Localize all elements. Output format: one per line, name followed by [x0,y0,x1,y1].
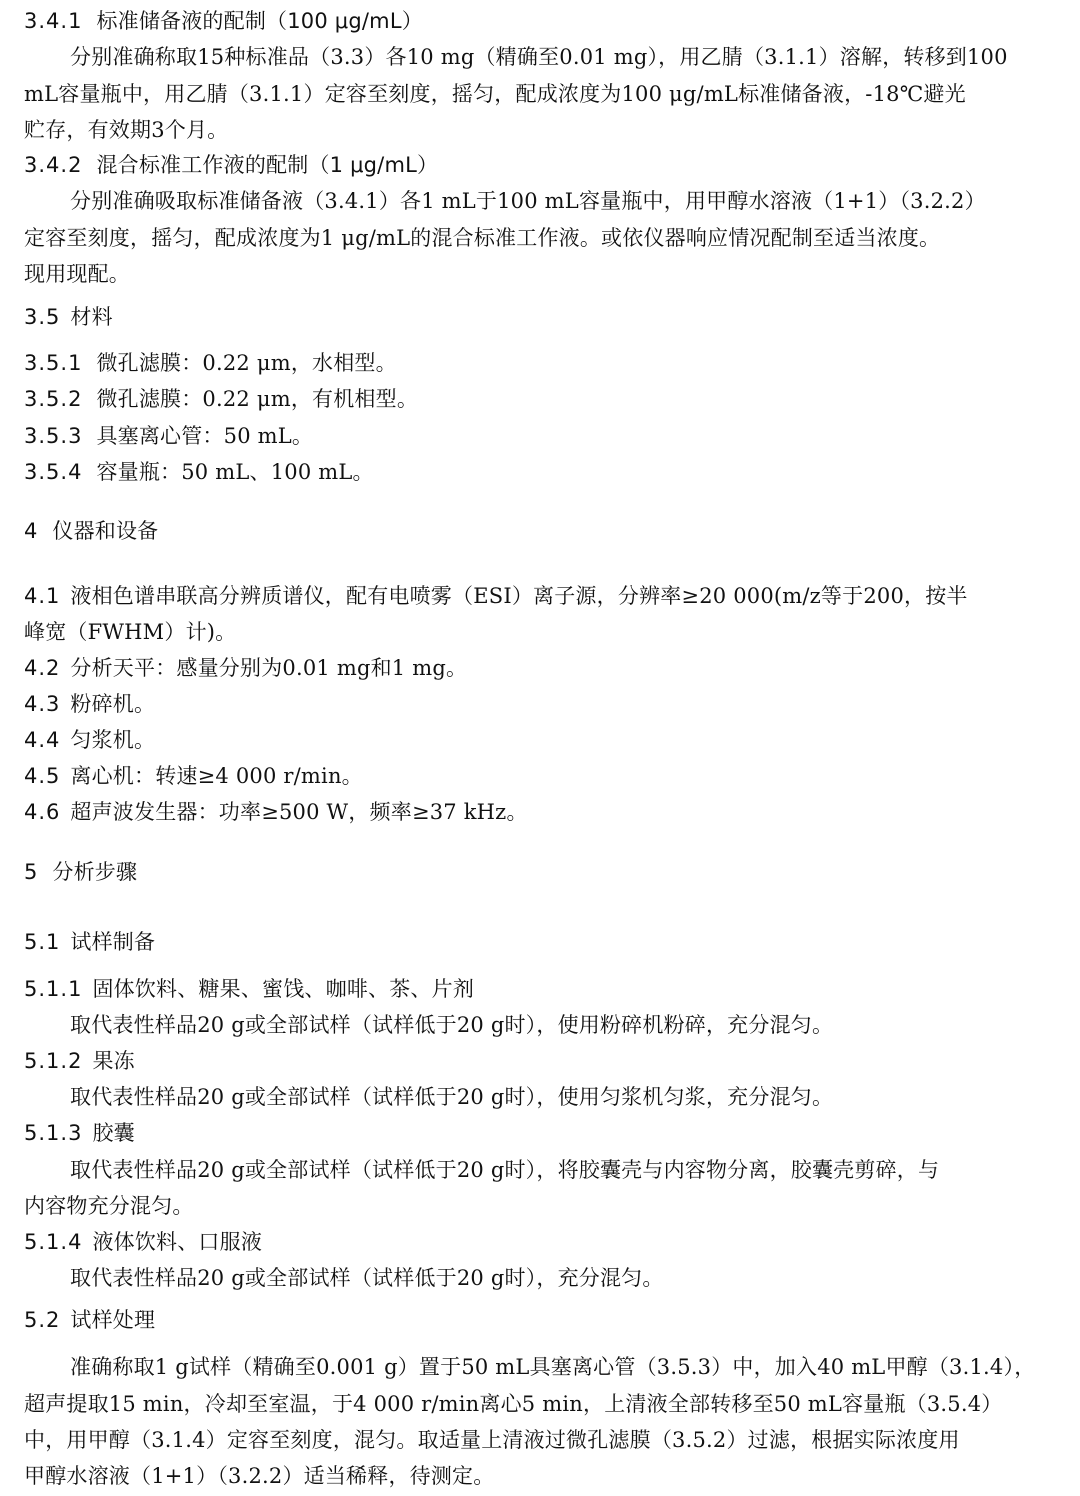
paragraph-line: mL容量瓶中，用乙腈（3.1.1）定容至刻度，摇匀，配成浓度为100 μg/mL标准储备液，-18℃避光 [24,82,966,106]
heading-5-1-1 [24,974,474,1004]
paragraph-line: 甲醇水溶液（1+1）（3.2.2）适当稀释，待测定。 [24,1464,495,1488]
section-number: 5.1.2 [24,1049,83,1073]
paragraph-line: 定容至刻度，摇匀，配成浓度为1 μg/mL的混合标准工作液。或依仪器响应情况配制至适当浓度。 [24,226,941,250]
section-number: 5 [24,860,39,884]
item-text: 分析天平：感量分别为0.01 mg和1 mg。 [70,656,468,680]
section-number: 5.1.4 [24,1230,83,1254]
section-title: 分析步骤 [52,860,138,884]
heading-4 [24,516,158,546]
heading-3-4-2 [24,150,438,180]
section-title: 混合标准工作液的配制 [96,153,309,177]
section-number: 5.1.1 [24,977,83,1001]
section-number: 3.4.2 [24,153,83,177]
paragraph-line: 取代表性样品20 g或全部试样（试样低于20 g时），将胶囊壳与内容物分离，胶囊壳剪碎，与 [70,1158,940,1182]
heading-5-1-2 [24,1046,135,1076]
section-number: 5.1.3 [24,1121,83,1145]
section-title: 果冻 [92,1049,135,1073]
heading-5-2 [24,1305,155,1335]
section-title: 胶囊 [92,1121,135,1145]
section-title: 固体饮料、糖果、蜜饯、咖啡、茶、片剂 [92,977,475,1001]
paragraph-line: 现用现配。 [24,262,130,286]
list-item-3-5-1 [24,348,397,378]
paragraph-line: 超声提取15 min，冷却至室温，于4 000 r/min离心5 min，上清液全部转移至50 mL容量瓶（3.5.4） [24,1392,1003,1416]
list-item-4-1 [24,581,968,611]
paragraph-line: 贮存，有效期3个月。 [24,118,229,142]
heading-5-1-3 [24,1118,135,1148]
paragraph-line: 峰宽（FWHM）计)。 [24,620,237,644]
heading-3-5 [24,302,113,332]
section-title: 液体饮料、口服液 [92,1230,263,1254]
list-item-3-5-3 [24,421,313,451]
paragraph-line: 取代表性样品20 g或全部试样（试样低于20 g时），使用粉碎机粉碎，充分混匀。 [70,1013,834,1037]
item-text: 离心机：转速≥4 000 r/min。 [70,764,363,788]
item-text: 超声波发生器：功率≥500 W，频率≥37 kHz。 [70,800,528,824]
section-title: 仪器和设备 [52,519,159,543]
item-number: 4.1 [24,584,61,608]
list-item-4-4 [24,725,155,755]
heading-5 [24,857,137,887]
item-number: 4.6 [24,800,61,824]
item-number: 4.4 [24,728,61,752]
section-title-suffix: （1 μg/mL） [308,153,439,177]
item-number: 4.2 [24,656,61,680]
item-number: 3.5.2 [24,387,83,411]
section-title-suffix: （100 μg/mL） [266,9,423,33]
paragraph-line: 分别准确吸取标准储备液（3.4.1）各1 mL于100 mL容量瓶中，用甲醇水溶液（1+1）（3.2.2） [70,189,986,213]
section-title: 标准储备液的配制 [96,9,267,33]
paragraph-line: 分别准确称取15种标准品（3.3）各10 mg（精确至0.01 mg），用乙腈（3.1.1）溶解，转移到100 [70,45,1008,69]
section-number: 5.2 [24,1308,61,1332]
item-number: 3.5.4 [24,460,83,484]
item-text: 粉碎机。 [70,692,156,716]
item-text: 液相色谱串联高分辨质谱仪，配有电喷雾（ESI）离子源，分辨率≥20 000(m/z等于200，按半 [70,584,968,608]
item-text: 具塞离心管：50 mL。 [96,424,314,448]
item-text: 微孔滤膜：0.22 μm，水相型。 [96,351,397,375]
item-text: 微孔滤膜：0.22 μm，有机相型。 [96,387,419,411]
list-item-4-2 [24,653,467,683]
section-number: 5.1 [24,930,61,954]
heading-5-1-4 [24,1227,262,1257]
item-number: 3.5.1 [24,351,83,375]
heading-5-1 [24,927,155,957]
section-title: 材料 [70,305,113,329]
paragraph-line: 中，用甲醇（3.1.4）定容至刻度，混匀。取适量上清液过微孔滤膜（3.5.2）过滤，根据实际浓度用 [24,1428,960,1452]
item-text: 匀浆机。 [70,728,156,752]
heading-3-4-1 [24,6,423,36]
item-number: 4.5 [24,764,61,788]
item-number: 3.5.3 [24,424,83,448]
list-item-4-5 [24,761,363,791]
item-text: 容量瓶：50 mL、100 mL。 [96,460,374,484]
paragraph-line: 准确称取1 g试样（精确至0.001 g）置于50 mL具塞离心管（3.5.3）中，加入40 mL甲醇（3.1.4）， [70,1355,1036,1379]
paragraph-line: 内容物充分混匀。 [24,1194,194,1218]
paragraph-line: 取代表性样品20 g或全部试样（试样低于20 g时），充分混匀。 [70,1266,664,1290]
section-title: 试样处理 [70,1308,156,1332]
list-item-3-5-2 [24,384,418,414]
list-item-4-6 [24,797,528,827]
section-number: 4 [24,519,39,543]
section-number: 3.5 [24,305,61,329]
item-number: 4.3 [24,692,61,716]
list-item-4-3 [24,689,155,719]
section-title: 试样制备 [70,930,156,954]
paragraph-line: 取代表性样品20 g或全部试样（试样低于20 g时），使用匀浆机匀浆，充分混匀。 [70,1085,834,1109]
list-item-3-5-4 [24,457,374,487]
section-number: 3.4.1 [24,9,83,33]
